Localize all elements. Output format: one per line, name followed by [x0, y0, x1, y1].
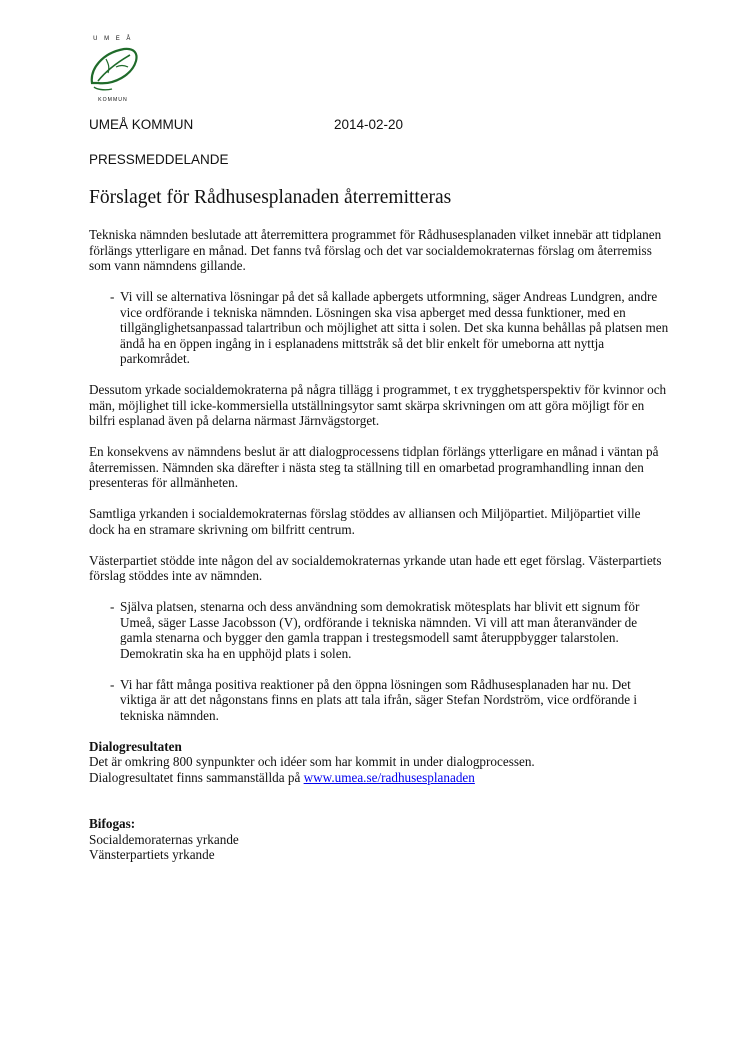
bullet-dash: - [110, 289, 115, 304]
quote-lundgren [89, 289, 669, 367]
paragraph-intro: Tekniska nämnden beslutade att återremittera programmet för Rådhusesplanaden vilket innebär att tidplanen förlängs ytterligare en månad. Det fanns två förslag och det var socialdemokraternas förslag om återremiss som vann nämndens gillande. [89, 227, 662, 273]
paragraph-support: Samtliga yrkanden i socialdemokraternas förslag stöddes av alliansen och Miljöpartiet. Miljöpartiet ville dock ha en stramare skrivning om bilfritt centrum. [89, 506, 641, 537]
logo-top-text: U M E Å [93, 36, 133, 42]
paragraph-consequence: En konsekvens av nämndens beslut är att dialogprocessens tidplan förlängs ytterligare en månad i väntan på återremissen. Nämnden ska därefter i nästa steg ta ställning till en omarbetad programhandling innan den presenteras för allmänheten. [89, 444, 659, 490]
attachment-item: Socialdemoraternas yrkande [89, 831, 239, 847]
paragraph-vansterpartiet: Västerpartiet stödde inte någon del av socialdemokraternas yrkande utan hade ett eget förslag. Västerpartiets förslag stöddes inte av nämnden. [89, 552, 662, 583]
attachment-item: Vänsterpartiets yrkande [89, 847, 215, 862]
quote-text: Vi har fått många positiva reaktioner på den öppna lösningen som Rådhusesplanaden har nu. Det viktiga är att det någonstans finns en plats att tala ifrån, säger Stefan Nordström, vice ordförande i tekniska nämnden. [120, 676, 638, 723]
quote-jacobsson [89, 599, 669, 661]
paragraph-additions: Dessutom yrkade socialdemokraterna på några tillägg i programmet, t ex trygghetsperspektiv för kvinnor och män, möjlighet till icke-kommersiella utställningsytor samt skärpa skrivningen om att göra möjligt för en bilfri esplanad även på delarna närmast Järnvägstorget. [89, 382, 667, 428]
page-title: Förslaget för Rådhusesplanaden återremitteras [89, 187, 452, 208]
dialog-line-2 [89, 770, 669, 786]
bullet-dash: - [110, 676, 115, 692]
quote-text: Själva platsen, stenarna och dess användning som demokratisk mötesplats har blivit ett signum för Umeå, säger Lasse Jacobsson (V), ordförande i tekniska nämnden. Vi vill att man återanvänder de gamla stenarna och bygger den gamla trappan i trestegsmodell samt återuppbygger talarstolen. Demokratin ska ha en upphöjd plats i solen. [120, 599, 640, 661]
dialog-heading: Dialogresultaten [89, 738, 182, 754]
bullet-dash: - [110, 599, 115, 614]
organization-name: UMEÅ KOMMUN [89, 117, 194, 132]
document-type: PRESSMEDDELANDE [89, 152, 229, 167]
quote-text: Vi vill se alternativa lösningar på det så kallade apbergets utformning, säger Andreas Lundgren, andre vice ordförande i tekniska nämnden. Lösningen ska visa apberget med dessa funktioner, med en tillgänglighetsanpassad talartribun och möjlighet att sitta i solen. Det ska kunna behållas på platsen men ändå ha en öppen ingång in i esplanadens mittstråk så det blir enkelt för umeborna att nyttja parkområdet. [120, 289, 669, 366]
logo-bottom-text: KOMMUN [98, 97, 128, 103]
spacer [89, 785, 669, 816]
leaf-logo-icon [84, 31, 142, 103]
attachments-heading: Bifogas: [89, 816, 136, 831]
article-body [89, 227, 669, 863]
dialog-line-2-text: Dialogresultatet finns sammanställda på [89, 769, 304, 785]
dialog-results-link[interactable]: www.umea.se/radhusesplanaden [303, 769, 475, 785]
quote-nordstrom [89, 677, 669, 724]
umea-kommun-logo [84, 31, 142, 103]
dialog-line-1: Det är omkring 800 synpunkter och idéer som har kommit in under dialogprocessen. [89, 754, 535, 769]
press-release-date: 2014-02-20 [334, 117, 404, 132]
